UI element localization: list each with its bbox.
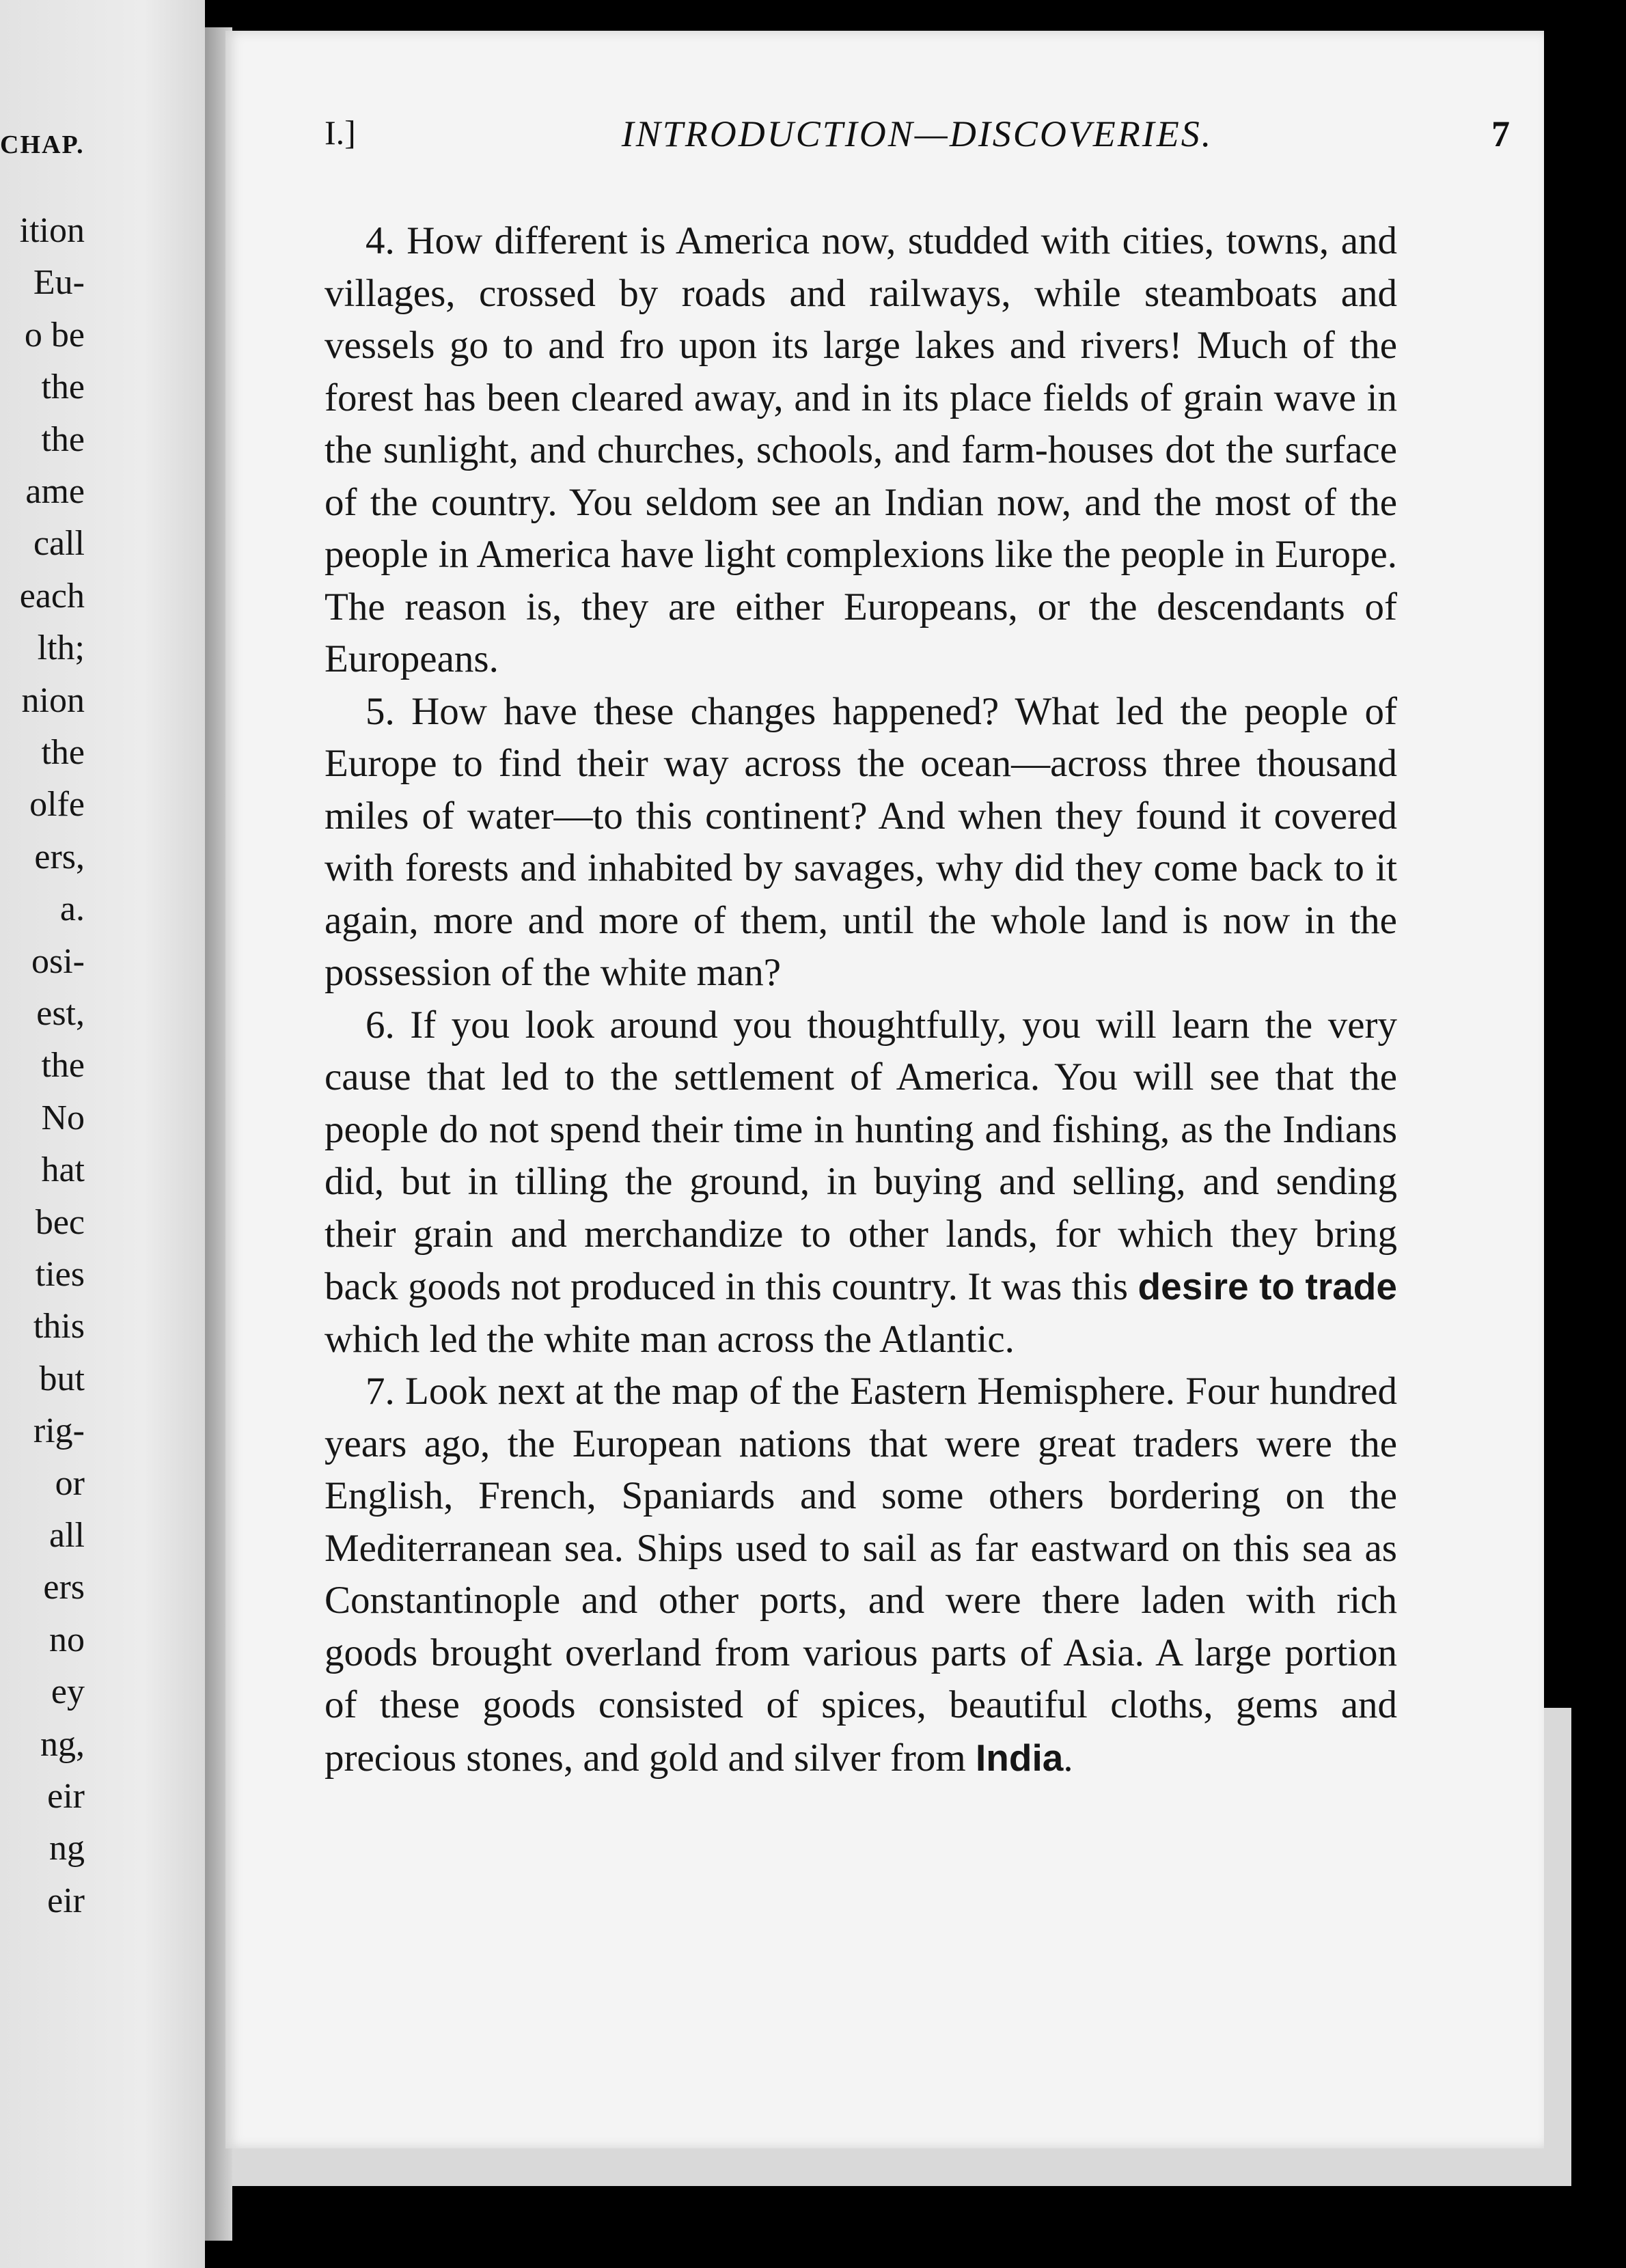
- left-page-line-fragment: the: [41, 1046, 85, 1085]
- paragraph-6-bold-phrase: desire to trade: [1138, 1265, 1397, 1308]
- left-page-line-fragment: all: [49, 1516, 85, 1555]
- left-page-header: CHAP.: [0, 130, 85, 159]
- paragraph-5: [325, 686, 1397, 999]
- left-page-line-fragment: this: [33, 1307, 85, 1346]
- paragraph-4-text: 4. How different is America now, studded with cities, towns, and villages, crossed by roads and railways, while steamboats and vessels go to and fro upon its large lakes and rivers! Much of the forest has been cleared away, and in its place fields of grain wave in the sunlight, and churches, schools, and farm-houses dot the surface of the country. You seldom see an Indian now, and the most of the people in America have light complexions like the people in Europe. The reason is, they are either Europeans, or the descendants of Europeans.: [325, 219, 1397, 680]
- left-page-line-fragment: ers: [43, 1568, 85, 1607]
- paragraph-4: [325, 215, 1397, 686]
- paragraph-6: [325, 999, 1397, 1366]
- running-head-title: INTRODUCTION—DISCOVERIES.: [621, 113, 1213, 154]
- left-page-line-fragment: ey: [51, 1672, 85, 1712]
- paragraph-5-text: 5. How have these changes happened? What led the people of Europe to find their way across the ocean—across three thousand miles of water—to this continent? And when they found it covered with forests and inhabited by savages, why did they come back to it again, more and more of them, until the whole land is now in the possession of the white man?: [325, 689, 1397, 994]
- left-page-line-fragment: ng: [49, 1829, 85, 1868]
- chapter-number: I.]: [325, 113, 356, 152]
- paragraph-7-text-before: 7. Look next at the map of the Eastern Hemisphere. Four hundred years ago, the European nations that were great traders were the English, French, Spaniards and some others bordering on the Mediterranean sea. Ships used to sail as far eastward on this sea as Constantinople and other ports, and were there laden with rich goods brought overland from various parts of Asia. A large portion of these goods consisted of spices, beautiful cloths, gems and precious stones, and gold and silver from: [325, 1370, 1397, 1780]
- left-page-line-fragment: rig-: [33, 1411, 85, 1451]
- left-page-line-fragment: olfe: [29, 785, 85, 825]
- left-page-line-fragment: but: [39, 1359, 85, 1398]
- left-facing-page: [0, 0, 205, 2268]
- paragraph-7: [325, 1366, 1397, 1784]
- left-page-line-fragment: lth;: [37, 628, 85, 668]
- left-page-line-fragment: bec: [35, 1202, 85, 1242]
- body-text: [325, 215, 1397, 1784]
- left-page-line-fragment: ties: [35, 1255, 85, 1294]
- left-page-line-fragment: no: [49, 1620, 85, 1659]
- left-page-line-fragment: nion: [21, 680, 85, 720]
- left-page-line-fragment: a.: [59, 889, 85, 929]
- left-page-line-fragment: each: [19, 576, 85, 616]
- left-page-line-fragment: the: [41, 368, 85, 407]
- left-page-line-fragment: eir: [47, 1881, 85, 1920]
- left-page-line-fragment: ers,: [34, 837, 85, 876]
- paragraph-6-text-before: 6. If you look around you thoughtfully, you will learn the very cause that led to the settlement of America. You will see that the people do not spend their time in hunting and fishing, as the Indians did, but in tilling the ground, in buying and selling, and sending their grain and merchandize to other lands, for which they bring back goods not produced in this country. It was this: [325, 1003, 1397, 1308]
- right-page: [225, 31, 1544, 2148]
- left-page-line-fragment: call: [33, 524, 85, 564]
- paragraph-7-bold-word: India: [975, 1736, 1064, 1779]
- left-page-line-fragment: ng,: [40, 1724, 85, 1764]
- left-page-line-fragment: eir: [47, 1777, 85, 1816]
- left-page-line-fragment: the: [41, 419, 85, 459]
- left-page-line-fragment: ame: [25, 472, 85, 511]
- paragraph-7-text-after: .: [1063, 1736, 1073, 1780]
- left-page-line-fragment: o be: [24, 315, 85, 355]
- page-number: 7: [1491, 113, 1510, 154]
- left-page-line-fragment: ition: [19, 211, 85, 250]
- left-page-line-fragment: the: [41, 733, 85, 772]
- left-page-line-fragment: No: [41, 1098, 85, 1137]
- left-page-line-fragment: osi-: [31, 941, 85, 981]
- left-page-line-fragment: or: [55, 1463, 85, 1503]
- left-page-line-fragment: est,: [36, 994, 85, 1033]
- left-page-line-fragment: Eu-: [33, 263, 85, 303]
- left-page-line-fragment: hat: [41, 1150, 85, 1190]
- running-head: [325, 113, 1510, 167]
- paragraph-6-text-after: which led the white man across the Atlantic.: [325, 1317, 1015, 1361]
